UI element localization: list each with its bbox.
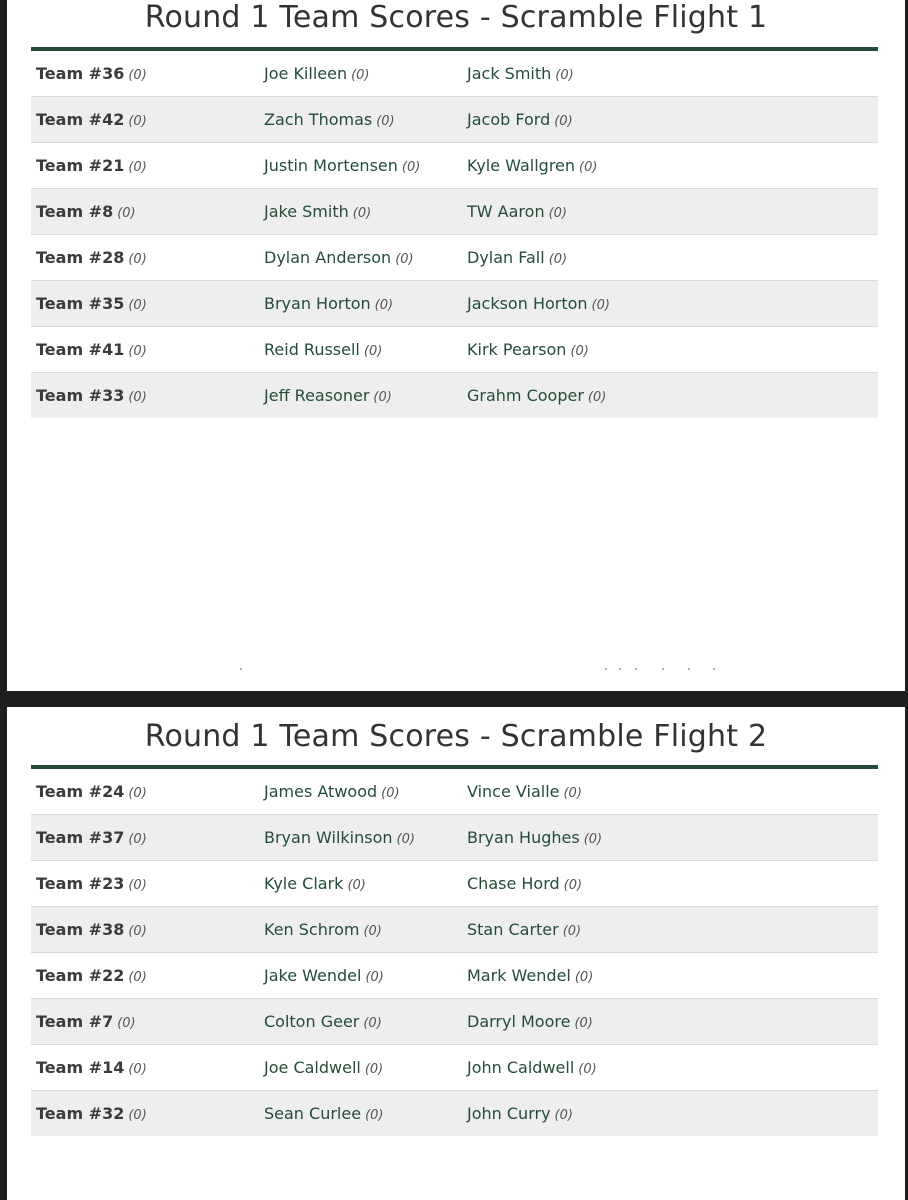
player-1-name: Colton Geer	[264, 1012, 360, 1031]
player-1-name-cell	[264, 327, 382, 374]
team-score: (0)	[128, 924, 147, 939]
cutoff-text-fragment	[7, 668, 905, 672]
player-1-name: Ken Schrom	[264, 920, 360, 939]
player-2-name: Darryl Moore	[467, 1012, 571, 1031]
player-2-name: Jackson Horton	[467, 294, 588, 313]
table-row	[31, 373, 878, 418]
player-2-name-cell	[467, 1091, 573, 1138]
team-score: (0)	[128, 1062, 147, 1077]
table-row	[31, 861, 878, 907]
player-1-name-cell	[264, 1091, 383, 1138]
team-score: (0)	[128, 252, 147, 267]
player-2-name-cell	[467, 907, 581, 954]
player-2-name-cell	[467, 373, 606, 420]
team-name: Team #7	[36, 1012, 114, 1031]
player-2-name-cell	[467, 861, 582, 908]
player-2-name-cell	[467, 815, 602, 862]
player-2-name-cell	[467, 189, 567, 236]
player-2-name: Mark Wendel	[467, 966, 571, 985]
team-score: (0)	[128, 1108, 147, 1123]
table-row	[31, 189, 878, 235]
player-2-name-cell	[467, 953, 593, 1000]
team-name: Team #22	[36, 966, 125, 985]
team-name: Team #36	[36, 64, 125, 83]
team-score: (0)	[117, 206, 136, 221]
team-name-cell	[36, 907, 147, 954]
player-1-name-cell	[264, 189, 371, 236]
player-2-name: Jack Smith	[467, 64, 552, 83]
player-2-score: (0)	[563, 786, 582, 801]
player-1-score: (0)	[365, 1108, 384, 1123]
player-2-name: Stan Carter	[467, 920, 559, 939]
player-1-score: (0)	[363, 924, 382, 939]
player-1-name: Zach Thomas	[264, 110, 373, 129]
team-name-cell	[36, 189, 136, 236]
player-2-name: Grahm Cooper	[467, 386, 584, 405]
player-1-name-cell	[264, 1045, 383, 1092]
team-name-cell	[36, 1091, 147, 1138]
player-1-name-cell	[264, 235, 414, 282]
player-2-name: Dylan Fall	[467, 248, 545, 267]
table-row	[31, 51, 878, 97]
flight-1-table	[31, 51, 878, 418]
team-name: Team #41	[36, 340, 125, 359]
player-2-score: (0)	[554, 114, 573, 129]
table-row	[31, 1045, 878, 1091]
player-2-score: (0)	[554, 1108, 573, 1123]
team-score: (0)	[128, 832, 147, 847]
player-1-name: Jeff Reasoner	[264, 386, 370, 405]
player-1-name: James Atwood	[264, 782, 378, 801]
flight-2-table	[31, 769, 878, 1136]
player-1-score: (0)	[347, 878, 366, 893]
player-2-score: (0)	[570, 344, 589, 359]
team-score: (0)	[128, 114, 147, 129]
player-1-score: (0)	[363, 1016, 382, 1031]
player-1-score: (0)	[363, 344, 383, 359]
player-1-name: Sean Curlee	[264, 1104, 362, 1123]
team-name-cell	[36, 235, 147, 282]
player-2-name-cell	[467, 235, 567, 282]
team-name-cell	[36, 143, 147, 190]
player-1-score: (0)	[364, 1062, 384, 1077]
player-2-name: John Curry	[467, 1104, 551, 1123]
table-row	[31, 281, 878, 327]
player-2-score: (0)	[548, 252, 568, 267]
team-name-cell	[36, 1045, 147, 1092]
team-name-cell	[36, 97, 147, 144]
team-name-cell	[36, 861, 147, 908]
team-score: (0)	[128, 298, 147, 313]
player-2-score: (0)	[574, 970, 594, 985]
table-row	[31, 907, 878, 953]
player-2-name-cell	[467, 327, 589, 374]
team-name-cell	[36, 327, 147, 374]
player-1-name: Joe Caldwell	[264, 1058, 361, 1077]
player-2-name-cell	[467, 769, 582, 816]
player-2-name-cell	[467, 281, 610, 328]
player-1-name-cell	[264, 907, 382, 954]
team-name-cell	[36, 953, 147, 1000]
player-2-name: Vince Vialle	[467, 782, 560, 801]
player-1-name-cell	[264, 51, 370, 98]
team-name: Team #42	[36, 110, 125, 129]
team-score: (0)	[128, 390, 147, 405]
team-name-cell	[36, 815, 147, 862]
team-name-cell	[36, 281, 147, 328]
player-2-name: TW Aaron	[467, 202, 545, 221]
team-name-cell	[36, 373, 147, 420]
team-name: Team #28	[36, 248, 125, 267]
team-name: Team #37	[36, 828, 125, 847]
player-2-name: Chase Hord	[467, 874, 560, 893]
table-row	[31, 999, 878, 1045]
team-name: Team #24	[36, 782, 125, 801]
flight-1-title: Round 1 Team Scores - Scramble Flight 1	[144, 0, 768, 35]
table-row	[31, 97, 878, 143]
player-2-name: Bryan Hughes	[467, 828, 580, 847]
team-score: (0)	[117, 1016, 136, 1031]
table-row	[31, 235, 878, 281]
player-1-name-cell	[264, 815, 415, 862]
player-1-name: Dylan Anderson	[264, 248, 392, 267]
team-name: Team #8	[36, 202, 114, 221]
player-2-score: (0)	[562, 924, 582, 939]
table-row	[31, 953, 878, 999]
player-1-name: Reid Russell	[264, 340, 360, 359]
player-1-score: (0)	[374, 298, 394, 313]
player-2-score: (0)	[579, 160, 598, 175]
player-2-name: Kirk Pearson	[467, 340, 567, 359]
team-score: (0)	[128, 68, 147, 83]
player-1-name: Bryan Horton	[264, 294, 371, 313]
table-row	[31, 769, 878, 815]
team-name: Team #38	[36, 920, 125, 939]
player-1-name-cell	[264, 281, 393, 328]
player-1-score: (0)	[381, 786, 400, 801]
table-row	[31, 815, 878, 861]
team-name: Team #14	[36, 1058, 125, 1077]
player-1-score: (0)	[351, 68, 370, 83]
player-2-score: (0)	[555, 68, 574, 83]
player-1-score: (0)	[373, 390, 392, 405]
player-1-name-cell	[264, 373, 392, 420]
team-score: (0)	[128, 160, 147, 175]
team-name-cell	[36, 999, 136, 1046]
player-1-score: (0)	[396, 832, 415, 847]
team-score: (0)	[128, 878, 147, 893]
team-name: Team #21	[36, 156, 125, 175]
team-score: (0)	[128, 786, 147, 801]
player-2-score: (0)	[563, 878, 583, 893]
player-2-score: (0)	[574, 1016, 593, 1031]
player-1-name: Jake Smith	[264, 202, 349, 221]
player-1-name: Joe Killeen	[264, 64, 348, 83]
table-row	[31, 1091, 878, 1136]
team-name: Team #23	[36, 874, 125, 893]
player-2-score: (0)	[578, 1062, 597, 1077]
player-1-name-cell	[264, 97, 395, 144]
player-1-name: Bryan Wilkinson	[264, 828, 393, 847]
table-row	[31, 327, 878, 373]
player-1-score: (0)	[395, 252, 414, 267]
player-1-name-cell	[264, 861, 366, 908]
player-1-score: (0)	[365, 970, 384, 985]
player-1-name-cell	[264, 953, 384, 1000]
player-1-name: Jake Wendel	[264, 966, 362, 985]
player-2-name-cell	[467, 999, 593, 1046]
team-name: Team #32	[36, 1104, 125, 1123]
player-1-name-cell	[264, 999, 382, 1046]
player-2-score: (0)	[591, 298, 610, 313]
player-1-name: Kyle Clark	[264, 874, 344, 893]
flight-2-panel	[7, 707, 905, 1200]
player-2-name: Kyle Wallgren	[467, 156, 576, 175]
player-2-name-cell	[467, 1045, 597, 1092]
team-score: (0)	[128, 344, 147, 359]
table-row	[31, 143, 878, 189]
player-1-score: (0)	[376, 114, 395, 129]
player-2-name: John Caldwell	[467, 1058, 575, 1077]
player-2-name-cell	[467, 97, 573, 144]
player-2-score: (0)	[587, 390, 607, 405]
player-1-name-cell	[264, 143, 420, 190]
player-2-name-cell	[467, 51, 574, 98]
player-1-score: (0)	[352, 206, 372, 221]
team-name: Team #35	[36, 294, 125, 313]
team-score: (0)	[128, 970, 147, 985]
player-2-name-cell	[467, 143, 597, 190]
flight-2-title: Round 1 Team Scores - Scramble Flight 2	[144, 719, 768, 754]
team-name-cell	[36, 51, 147, 98]
player-2-score: (0)	[548, 206, 568, 221]
player-2-name: Jacob Ford	[467, 110, 551, 129]
flight-1-panel	[7, 0, 905, 691]
player-1-name-cell	[264, 769, 400, 816]
team-name: Team #33	[36, 386, 125, 405]
player-2-score: (0)	[583, 832, 603, 847]
team-name-cell	[36, 769, 147, 816]
player-1-name: Justin Mortensen	[264, 156, 398, 175]
player-1-score: (0)	[401, 160, 421, 175]
